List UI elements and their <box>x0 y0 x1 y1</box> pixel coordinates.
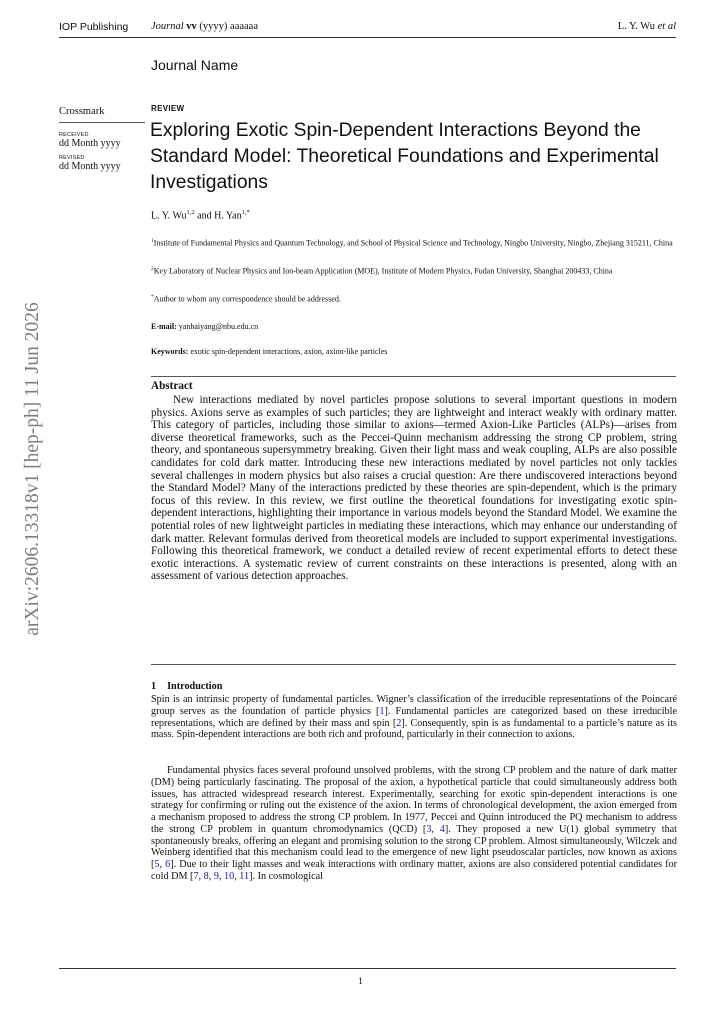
paragraph-text: Spin is an intrinsic property of fundamental particles. Wigner’s classification of the irreducible representations of the Poincaré group serves as the foundation of particle physics [ <box>151 694 677 717</box>
journal-name: Journal Name <box>151 57 239 73</box>
citation-link[interactable]: 10 <box>224 870 235 882</box>
paragraph-text: Fundamental physics faces several profound unsolved problems, with the strong CP problem and the nature of dark matter (DM) being particularly fascinating. The proposal of the axion, a hypothetical particle that could simultaneously address both issues, has attracted widespread research interest. Experimentally, searching for exotic spin-dependent interactions is one strategy for confirming or ruling out the existence of the axion. In terms of chronological development, the axion emerged from a mechanism proposed to address the strong CP problem. In 1977, Peccei and Quinn introduced the PQ mechanism to address the strong CP problem in quantum chromodynamics (QCD) [ <box>151 765 677 835</box>
citation-link[interactable]: 5 <box>154 859 160 870</box>
author-affiliation-mark: 1,2 <box>186 209 195 216</box>
email-address[interactable]: yanhaiyang@nbu.edu.cn <box>178 322 259 331</box>
footer-rule <box>59 968 676 969</box>
keywords-label: Keywords: <box>151 347 189 356</box>
affiliation-text: Key Laboratory of Nuclear Physics and Ion-beam Application (MOE), Institute of Modern Physics, Fudan University, Shanghai 200433, China <box>153 266 613 276</box>
citation-separator: , <box>159 859 166 870</box>
abstract-text: New interactions mediated by novel particles propose solutions to several important questions in modern physics. Axions serve as examples of such particles; they are lightweight and interact weakly with ordinary matter. This category of particles, including those similar to axions—termed Axion-Like Particles (ALPs)—arises from diverse theoretical frameworks, such as the Peccei-Quinn mechanism addressing the strong CP problem, string theory, and spontaneous supersymmetry breaking. Given their light mass and weak coupling, ALPs are also possible candidates for cold dark matter. Introducing these new interactions mediated by novel particles not only tackles several challenges in modern physics but also raises a crucial question: Are there undiscovered interactions beyond the Standard Model? Many of the interactions predicted by these theories are spin-dependent, which is the primary focus of this review. In this review, we first outline the theoretical foundations for investigating exotic spin-dependent interactions, highlighting their importance in various models beyond the Standard Model. We examine the potential roles of new lightweight particles in mediating these interactions, which may enhance our understanding of dark matter. Relevant formulas derived from theoretical models are included to support experimental investigations. Following this theoretical framework, we conduct a detailed review of recent experimental efforts to detect these exotic interactions. A systematic review of current constraints on these interactions is presented, along with an assessment of various detection approaches. <box>151 394 677 583</box>
citation-link[interactable]: 2 <box>396 717 402 729</box>
citation-link[interactable]: 11 <box>239 870 250 882</box>
email-line <box>151 322 258 331</box>
citation-link[interactable]: 6 <box>165 859 171 870</box>
received-date: dd Month yyyy <box>59 138 121 149</box>
running-authors <box>618 21 676 32</box>
page-number: 1 <box>358 977 363 987</box>
section-heading <box>151 681 222 692</box>
author-list <box>151 209 250 221</box>
abstract-heading: Abstract <box>151 380 193 392</box>
citation-link[interactable]: 7 <box>193 870 199 882</box>
intro-paragraph-2 <box>151 765 677 883</box>
corresponding-text: Author to whom any correspondence should be addressed. <box>153 294 341 304</box>
email-label: E-mail: <box>151 322 177 331</box>
affiliation-text: Institute of Fundamental Physics and Quantum Technology, and School of Physical Science and Technology, Ningbo University, Ningbo, Zhejiang 315211, China <box>153 238 673 248</box>
revised-date: dd Month yyyy <box>59 161 121 172</box>
intro-paragraph-1 <box>151 694 677 741</box>
running-author-etal: et al <box>657 21 676 32</box>
citation-link[interactable]: 3 <box>426 823 432 835</box>
arxiv-identifier: arXiv:2606.13318v1 [hep-ph] 11 Jun 2026 <box>22 302 43 636</box>
citation-link[interactable]: 9 <box>213 870 219 882</box>
author-conjunction: and <box>197 210 212 222</box>
keywords-text: exotic spin-dependent interactions, axion, axion-like particles <box>190 347 388 356</box>
affiliation-mark: 1 <box>151 238 154 244</box>
paragraph-text: ]. In cosmological <box>249 870 323 882</box>
journal-year-page: (yyyy) aaaaaa <box>199 21 259 32</box>
running-journal-ref <box>151 21 258 32</box>
citation-separator: , <box>431 823 440 835</box>
citation-link[interactable]: 1 <box>379 705 385 717</box>
journal-volume: vv <box>186 21 197 32</box>
author-name: H. Yan <box>214 210 242 222</box>
citation-link[interactable]: 4 <box>439 823 445 835</box>
corresponding-note <box>151 291 678 306</box>
section-number: 1 <box>151 681 157 692</box>
revised-label: REVISED <box>59 155 85 161</box>
article-title: Exploring Exotic Spin-Dependent Interactions Beyond the Standard Model: Theoretical Foundations and Experimental Investigations <box>150 120 659 193</box>
abstract-bottom-rule <box>151 664 676 665</box>
journal-italic: Journal <box>151 21 184 32</box>
keywords-line <box>151 347 387 356</box>
citation-link[interactable]: 8 <box>203 870 209 882</box>
header-rule <box>59 37 676 38</box>
abstract-top-rule <box>151 376 676 377</box>
corresponding-mark: * <box>151 294 154 300</box>
crossmark-link[interactable]: Crossmark <box>59 106 105 117</box>
affiliation-mark: 2 <box>151 266 154 272</box>
author-name: L. Y. Wu <box>151 210 187 222</box>
paragraph-text: ]. Due to their light masses and weak interactions with ordinary matter, axions are also considered potential candidates for cold DM [ <box>151 859 678 882</box>
affiliation <box>151 235 678 250</box>
section-title: Introduction <box>167 681 223 692</box>
running-author-name: L. Y. Wu <box>617 21 655 32</box>
paragraph-text: ]. They proposed a new U(1) global symmetry that spontaneously breaks, offering an elegant and promising solution to the strong CP problem. Almost simultaneously, Wilczek and Weinberg identified that this mechanism could lead to the emergence of new light pseudoscalar particles, now known as axions [ <box>151 823 678 870</box>
received-label: RECEIVED <box>59 132 89 138</box>
citation-separator: , <box>218 870 225 882</box>
citation-separator: , <box>198 870 204 882</box>
citation-separator: , <box>208 870 214 882</box>
affiliation <box>151 263 678 278</box>
citation-separator: , <box>234 870 240 882</box>
author-affiliation-mark: 1,* <box>241 209 250 216</box>
article-type-label: REVIEW <box>151 104 185 113</box>
publisher-name: IOP Publishing <box>59 21 129 33</box>
paragraph-text: ]. Fundamental particles are categorized based on these irreducible representations, which are defined by their mass and spin [ <box>151 705 677 729</box>
paragraph-text: ]. Consequently, spin is as fundamental to a particle’s nature as its mass. Spin-dependent interactions are both rich and profound, particularly in their connection to axions. <box>151 717 677 741</box>
crossmark-rule <box>59 122 145 123</box>
